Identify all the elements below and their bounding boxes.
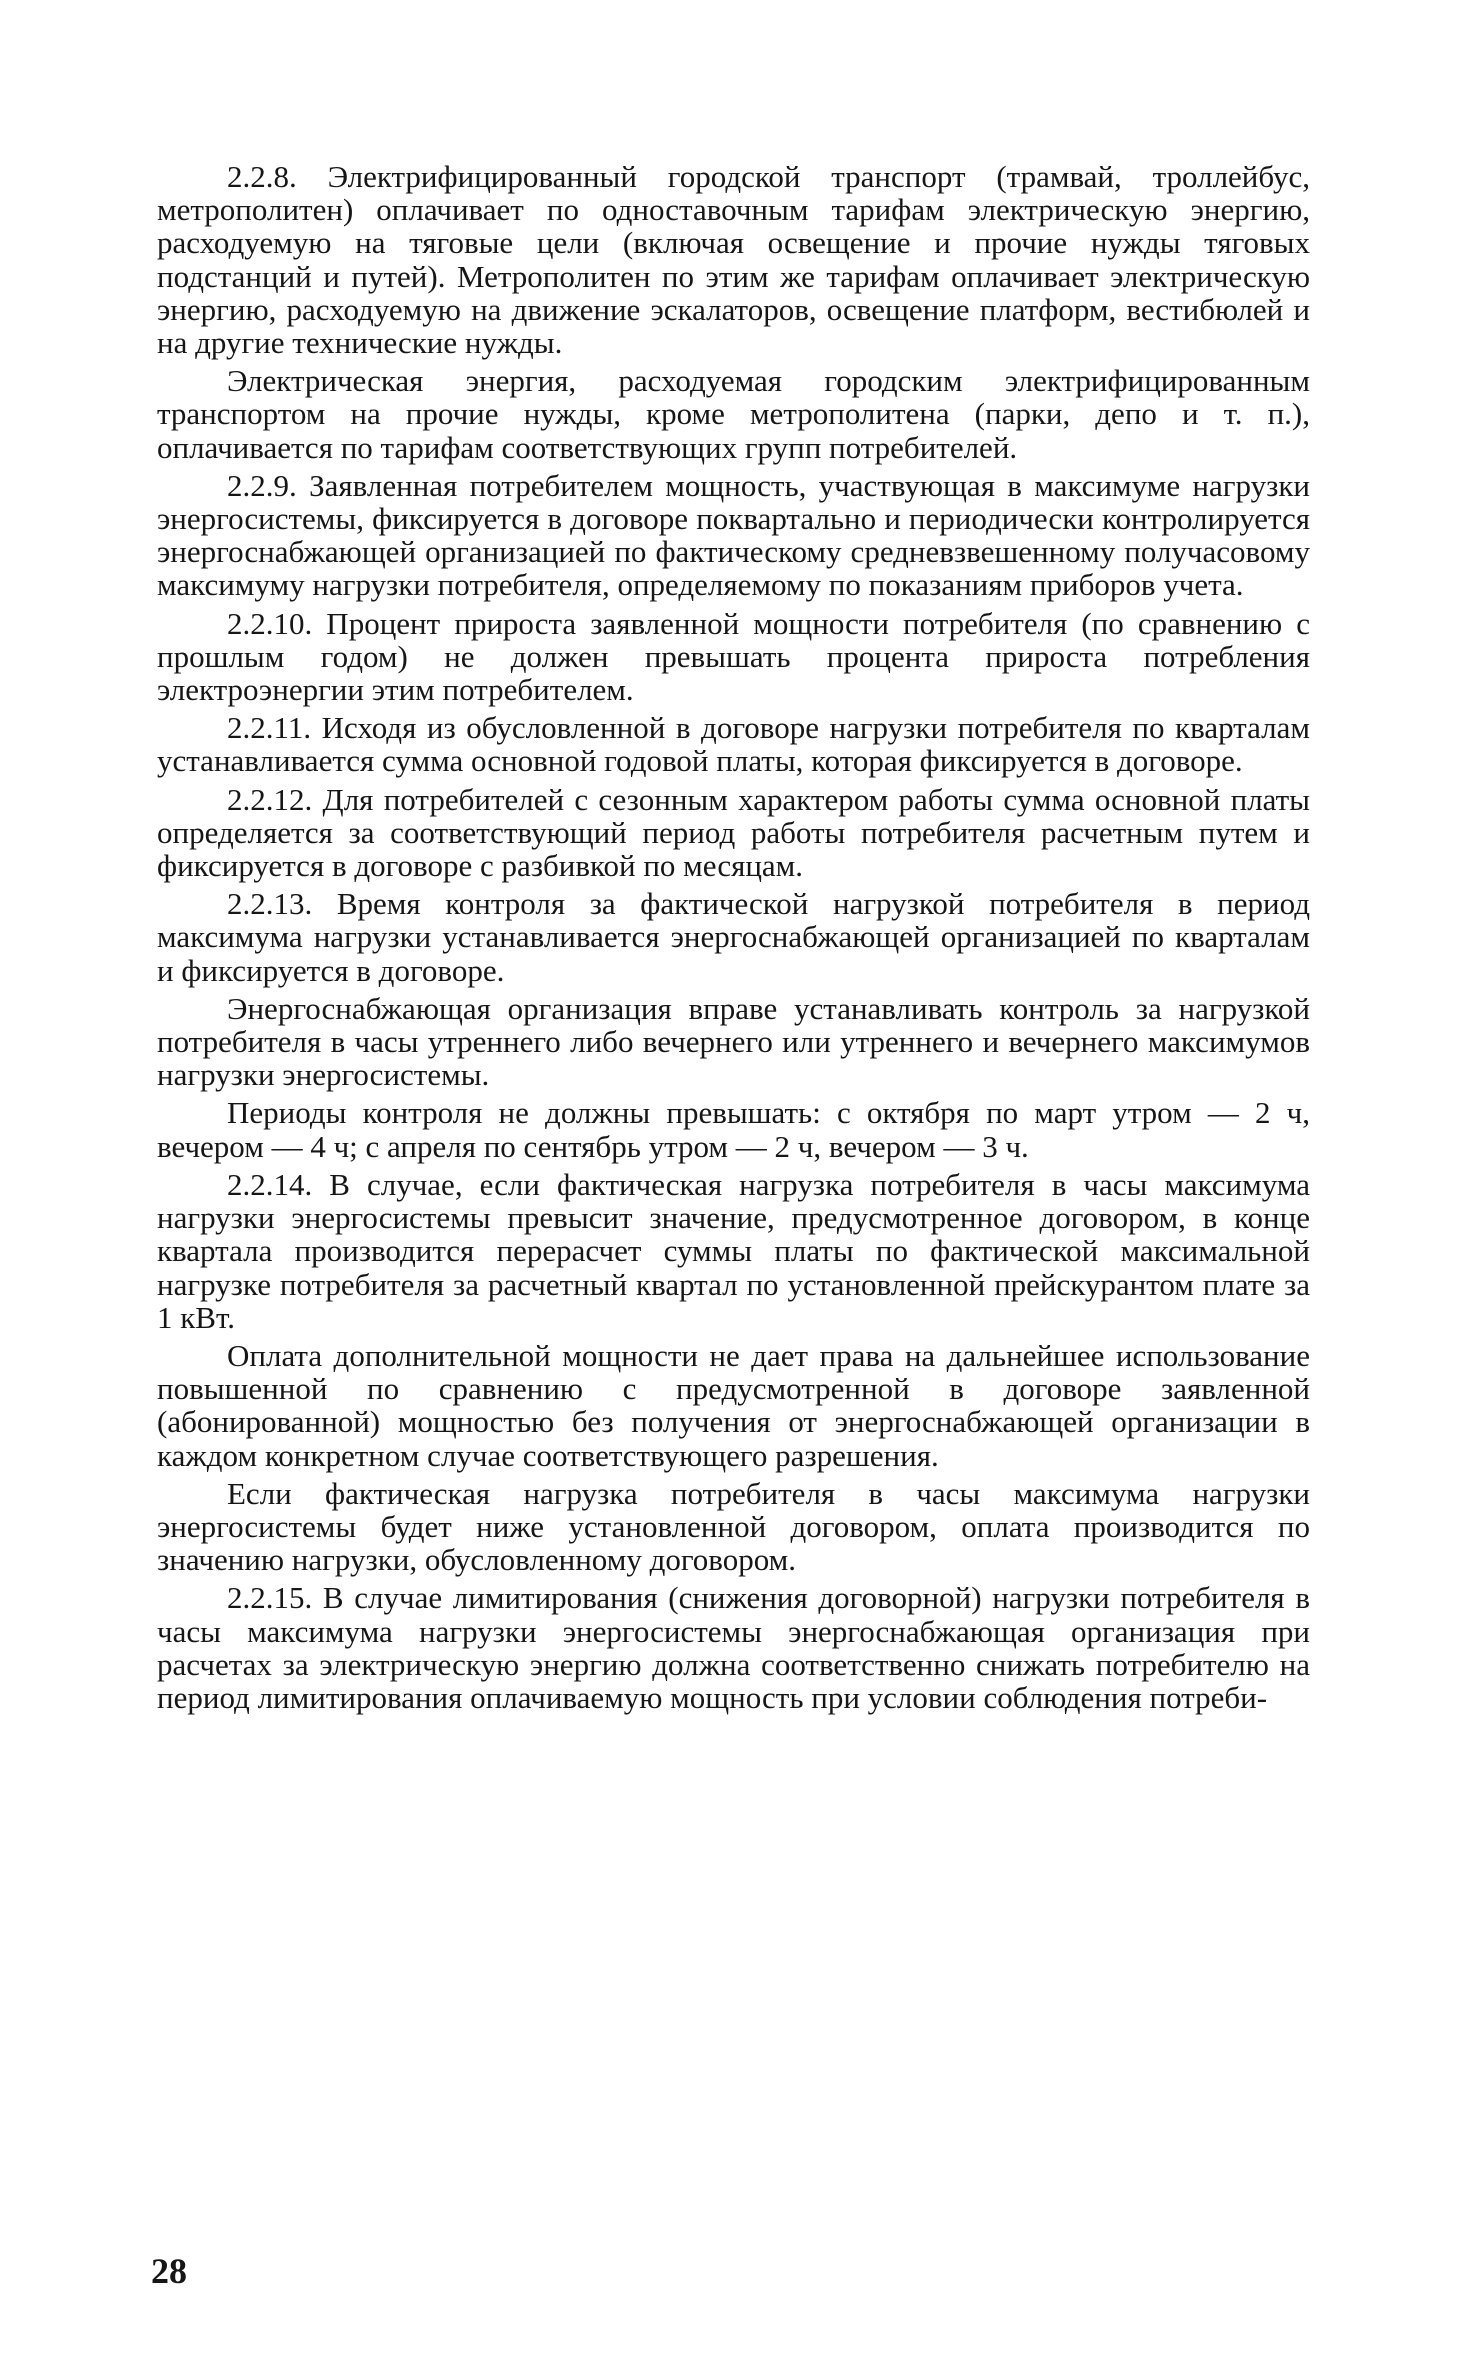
- paragraph-2-2-15: 2.2.15. В случае лимитирования (снижения договорной) нагрузки потребителя в часы максимума нагрузки энергосистемы энергоснабжающая организация при расчетах за электрическую энергию должна соответственно снижать потребителю на период лимитирования оплачиваемую мощность при условии соблюдения потреби-: [157, 1580, 1310, 1715]
- paragraph-2-2-10: 2.2.10. Процент прироста заявленной мощности потребителя (по сравнению с прошлым годом) не должен превышать процента прироста потребления электроэнергии этим потребителем.: [157, 605, 1310, 708]
- paragraph-2-2-12: 2.2.12. Для потребителей с сезонным характером работы сумма основной платы определяется за соответствующий период работы потребителя расчетным путем и фиксируется в договоре с разбивкой по месяцам.: [157, 781, 1310, 884]
- paragraph-2-2-8: 2.2.8. Электрифицированный городской транспорт (трамвай, троллейбус, метрополитен) оплачивает по одноставочным тарифам электрическую энергию, расходуемую на тяговые цели (включая освещение и прочие нужды тяговых подстанций и путей). Метрополитен по этим же тарифам оплачивает электрическую энергию, расходуемую на движение эскалаторов, освещение платформ, вестибюлей и на другие технические нужды.: [157, 159, 1310, 361]
- paragraph-additional-power: Оплата дополнительной мощности не дает права на дальнейшее использование повышенной по сравнению с предусмотренной в договоре заявленной (абонированной) мощностью без получения от энергоснабжающей организации в каждом конкретном случае соответствующего разрешения.: [157, 1337, 1310, 1473]
- paragraph-control-periods: Периоды контроля не должны превышать: с октября по март утром — 2 ч, вечером — 4 ч; с апреля по сентябрь утром — 2 ч, вечером — 3 ч.: [157, 1095, 1310, 1164]
- body-text: [157, 160, 1310, 1719]
- paragraph-city-transport: Электрическая энергия, расходуемая городским электрифицированным транспортом на прочие нужды, кроме метрополитена (парки, депо и т. п.), оплачивается по тарифам соответствующих групп потребителей.: [157, 363, 1310, 465]
- paragraph-2-2-13: 2.2.13. Время контроля за фактической нагрузкой потребителя в период максимума нагрузки устанавливается энергоснабжающей организацией по кварталам и фиксируется в договоре.: [157, 886, 1310, 988]
- paragraph-2-2-14: 2.2.14. В случае, если фактическая нагрузка потребителя в часы максимума нагрузки энергосистемы превысит значение, предусмотренное договором, в конце квартала производится перерасчет суммы платы по фактической максимальной нагрузке потребителя за расчетный квартал по установленной прейскурантом плате за 1 кВт.: [157, 1166, 1310, 1335]
- page-number: 28: [151, 2251, 187, 2291]
- paragraph-2-2-9: 2.2.9. Заявленная потребителем мощность, участвующая в максимуме нагрузки энергосистемы, фиксируется в договоре поквартально и периодически контролируется энергоснабжающей организацией по фактическому средневзвешенному получасовому максимуму нагрузки потребителя, определяемому по показаниям приборов учета.: [157, 467, 1310, 603]
- paragraph-lower-load: Если фактическая нагрузка потребителя в часы максимума нагрузки энергосистемы будет ниже установленной договором, оплата производится по значению нагрузки, обусловленному договором.: [157, 1475, 1310, 1578]
- paragraph-control-right: Энергоснабжающая организация вправе устанавливать контроль за нагрузкой потребителя в часы утреннего либо вечернего или утреннего и вечернего максимумов нагрузки энергосистемы.: [157, 990, 1310, 1093]
- paragraph-2-2-11: 2.2.11. Исходя из обусловленной в договоре нагрузки потребителя по кварталам устанавливается сумма основной годовой платы, которая фиксируется в договоре.: [157, 710, 1310, 779]
